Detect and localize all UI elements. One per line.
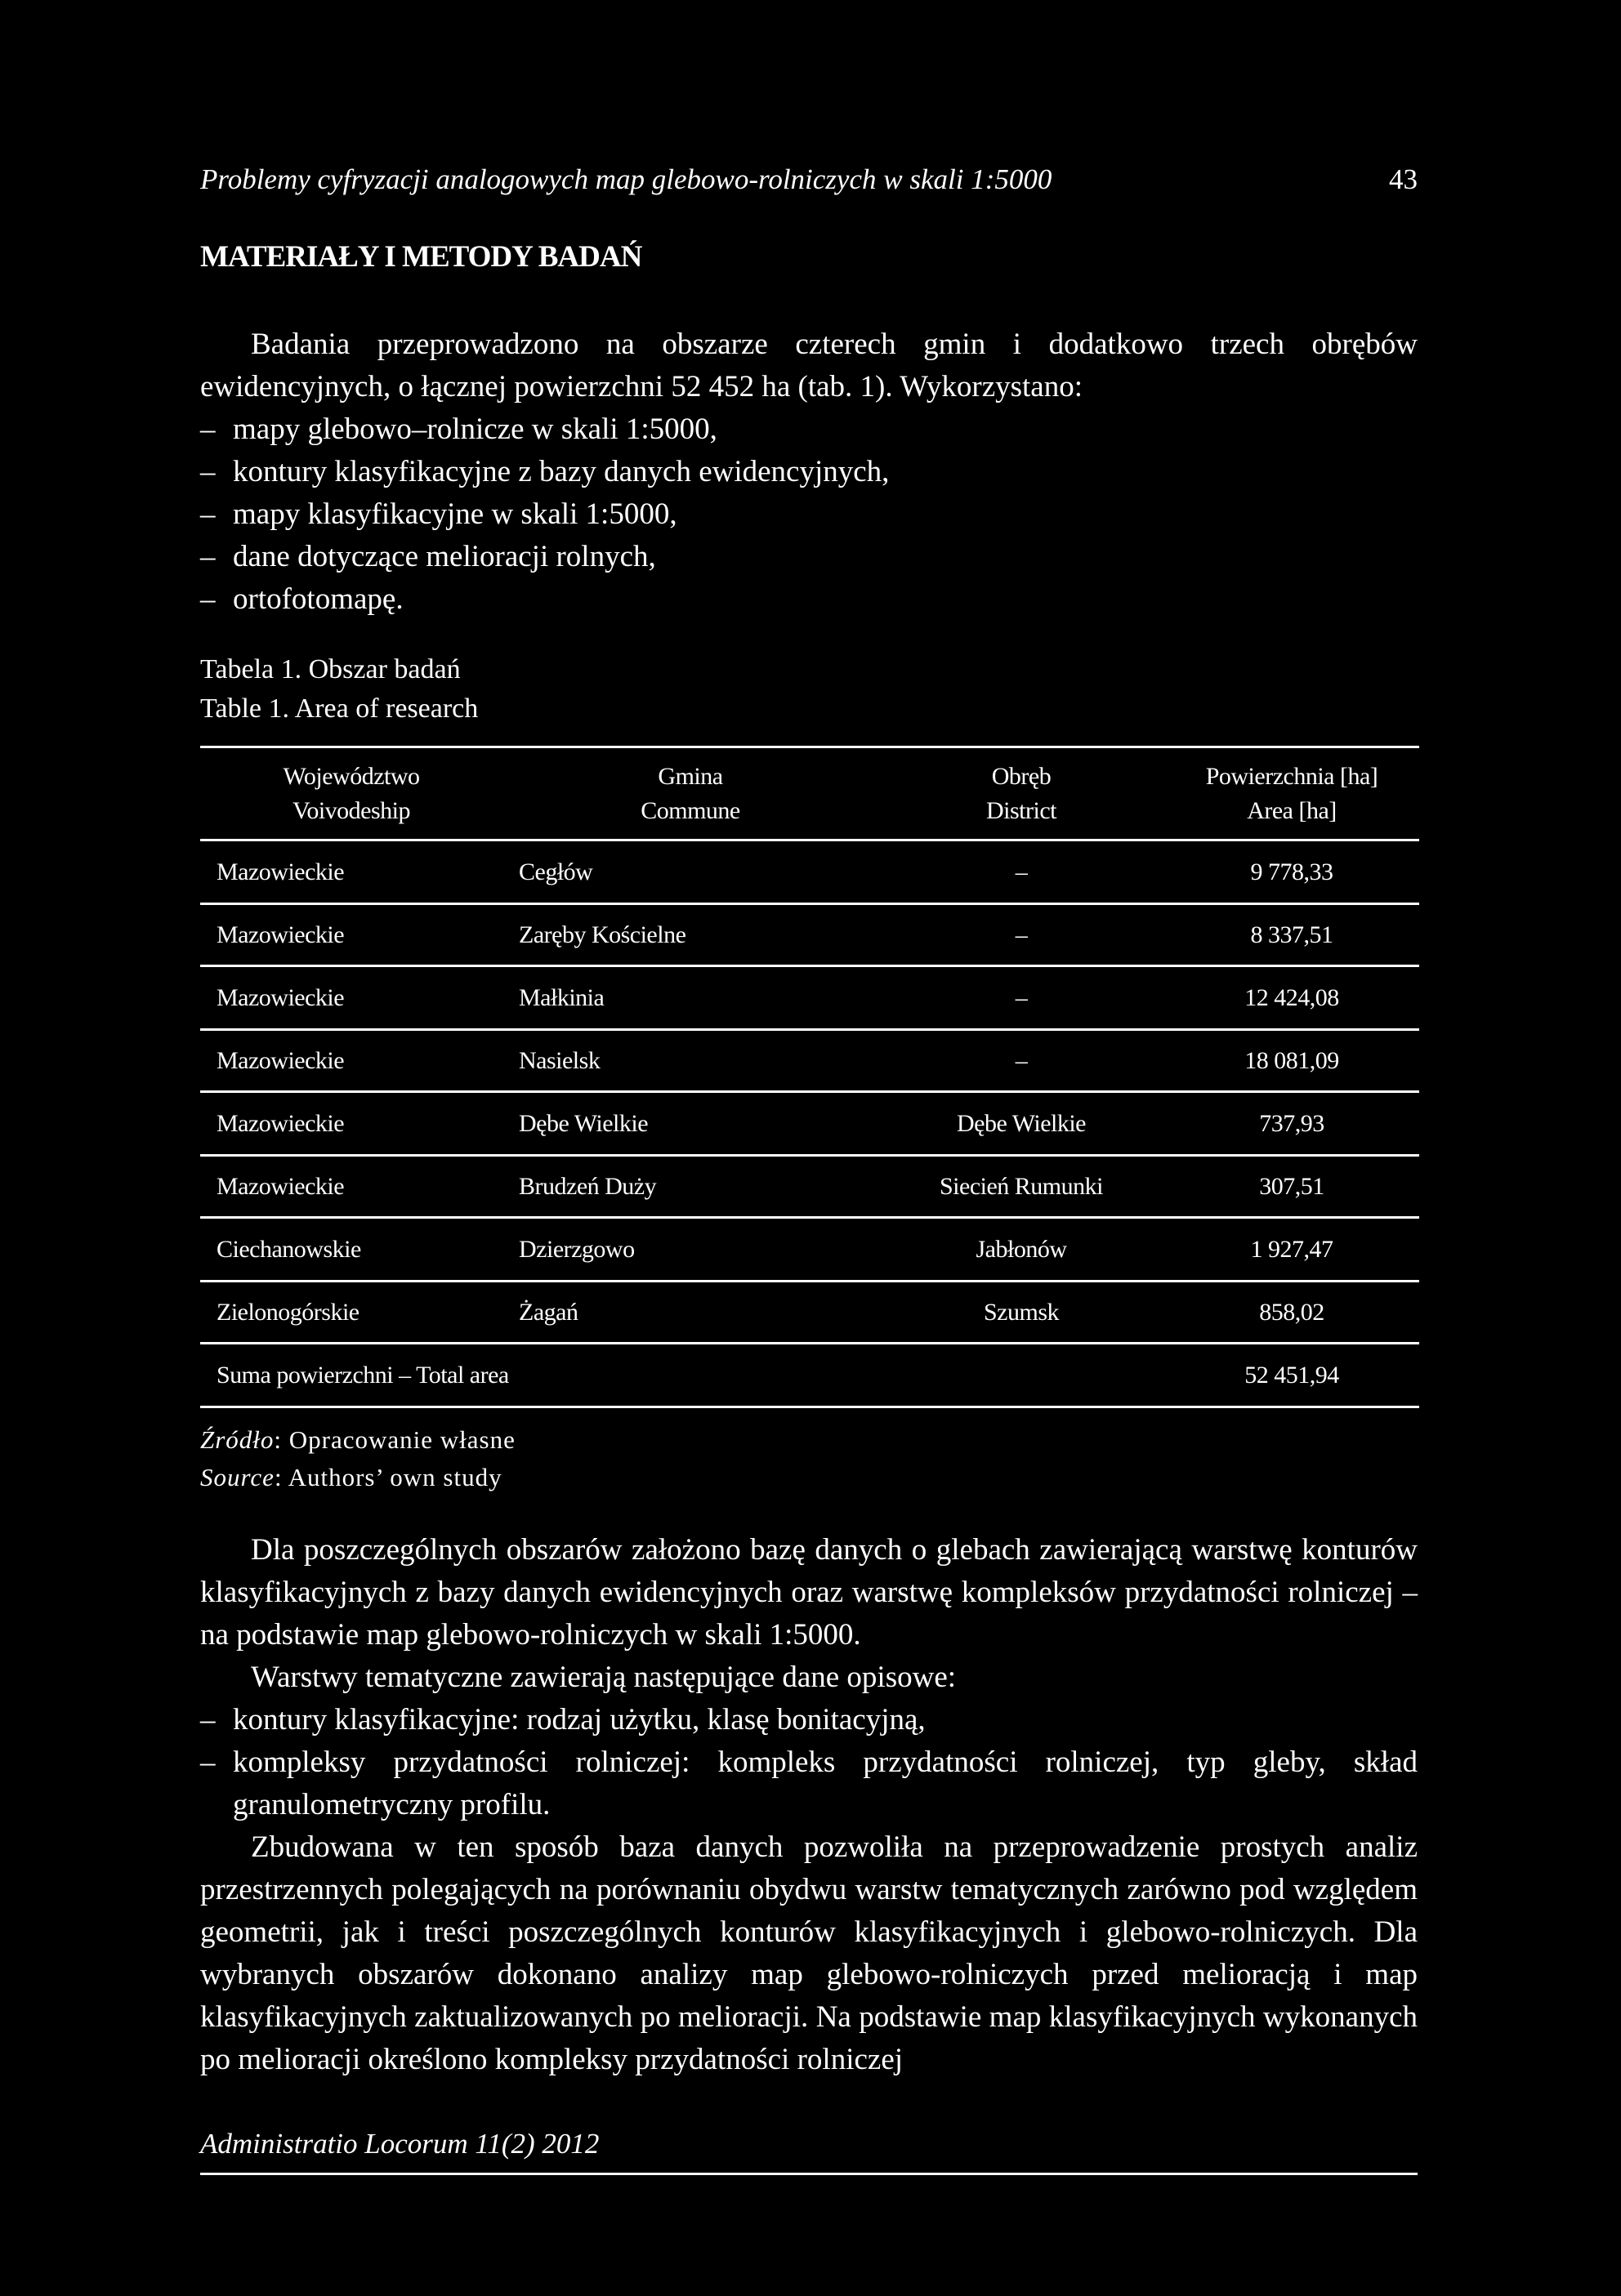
source-pl: Źródło: Opracowanie własne bbox=[200, 1425, 516, 1454]
list-item: – ortofotomapę. bbox=[200, 582, 404, 616]
journal-footer: Administratio Locorum 11(2) 2012 bbox=[200, 2128, 600, 2160]
list-item: – dane dotyczące melioracji rolnych, bbox=[200, 540, 656, 573]
total-value: 52 451,94 bbox=[1164, 1344, 1419, 1407]
body-paragraph-3: Zbudowana w ten sposób baza danych pozwoliła na przeprowadzenie prostych analiz przestrzennych polegających na porównaniu obydwu warstw tematycznych zarówno pod względem geometrii, jak i treści poszczególnych konturów klasyfikacyjnych i glebowo-rolniczych. Dla wybranych obszarów dokonano analizy map glebowo-rolniczych przed melioracją i map klasyfikacyjnych zaktualizowanych po melioracji. Na podstawie map klasyfikacyjnych wykonanych po melioracji określono kompleksy przydatności rolniczej bbox=[200, 1830, 1418, 2076]
list-item: – mapy glebowo–rolnicze w skali 1:5000, bbox=[200, 412, 717, 446]
list-item: – kontury klasyfikacyjne z bazy danych ewidencyjnych, bbox=[200, 455, 890, 488]
research-area-table bbox=[200, 746, 1419, 1408]
table-total-row bbox=[200, 1344, 1419, 1407]
table-caption-en: Table 1. Area of research bbox=[200, 693, 479, 724]
table-header-row bbox=[200, 747, 1419, 840]
source-en: Source: Authors’ own study bbox=[200, 1463, 502, 1491]
list-item: – kompleksy przydatności rolniczej: kompleks przydatności rolniczej, typ gleby, skład granulometryczny profilu. bbox=[200, 1745, 1418, 1821]
table-row: Ciechanowskie Dzierzgowo Jabłonów 1 927,47 bbox=[200, 1218, 1419, 1282]
materials-list bbox=[200, 408, 1418, 621]
table-caption bbox=[200, 650, 478, 729]
table-row: Mazowieckie Zaręby Kościelne – 8 337,51 bbox=[200, 904, 1419, 966]
table-source bbox=[200, 1421, 516, 1496]
table-row: Zielonogórskie Żagań Szumsk 858,02 bbox=[200, 1282, 1419, 1344]
list-item: – kontury klasyfikacyjne: rodzaj użytku, klasę bonitacyjną, bbox=[200, 1703, 926, 1736]
table-row: Mazowieckie Cegłów – 9 778,33 bbox=[200, 840, 1419, 904]
running-head bbox=[200, 163, 1418, 204]
body-paragraph-1: Dla poszczególnych obszarów założono bazę danych o glebach zawierającą warstwę konturów klasyfikacyjnych z bazy danych ewidencyjnych oraz warstwę kompleksów przydatności rolniczej – na podstawie map glebowo-rolniczych w skali 1:5000. bbox=[200, 1533, 1418, 1652]
header-district: Obręb District bbox=[986, 762, 1056, 824]
table-row: Mazowieckie Brudzeń Duży Siecień Rumunki 307,51 bbox=[200, 1156, 1419, 1218]
header-commune: Gmina Commune bbox=[641, 762, 740, 824]
header-area: Powierzchnia [ha] Area [ha] bbox=[1205, 762, 1378, 824]
list-item: – mapy klasyfikacyjne w skali 1:5000, bbox=[200, 497, 677, 531]
page-number: 43 bbox=[1389, 163, 1418, 195]
total-label: Suma powierzchni – Total area bbox=[200, 1344, 1164, 1407]
table-row: Mazowieckie Nasielsk – 18 081,09 bbox=[200, 1030, 1419, 1092]
table-row: Mazowieckie Dębe Wielkie Dębe Wielkie 737,93 bbox=[200, 1092, 1419, 1156]
section-title: MATERIAŁY I METODY BADAŃ bbox=[200, 240, 642, 274]
intro-paragraph: Badania przeprowadzono na obszarze czterech gmin i dodatkowo trzech obrębów ewidencyjnych, o łącznej powierzchni 52 452 ha (tab. 1). Wykorzystano: bbox=[200, 328, 1418, 403]
header-voivodeship: Województwo Voivodeship bbox=[283, 762, 420, 824]
table-caption-pl: Tabela 1. Obszar badań bbox=[200, 654, 461, 684]
descriptive-data-list bbox=[200, 1699, 1418, 1826]
footer-rule bbox=[200, 2173, 1418, 2175]
body-paragraph-2-intro: Warstwy tematyczne zawierają następujące dane opisowe: bbox=[251, 1661, 957, 1694]
table-row: Mazowieckie Małkinia – 12 424,08 bbox=[200, 966, 1419, 1030]
running-title: Problemy cyfryzacji analogowych map glebowo-rolniczych w skali 1:5000 bbox=[200, 163, 1052, 195]
